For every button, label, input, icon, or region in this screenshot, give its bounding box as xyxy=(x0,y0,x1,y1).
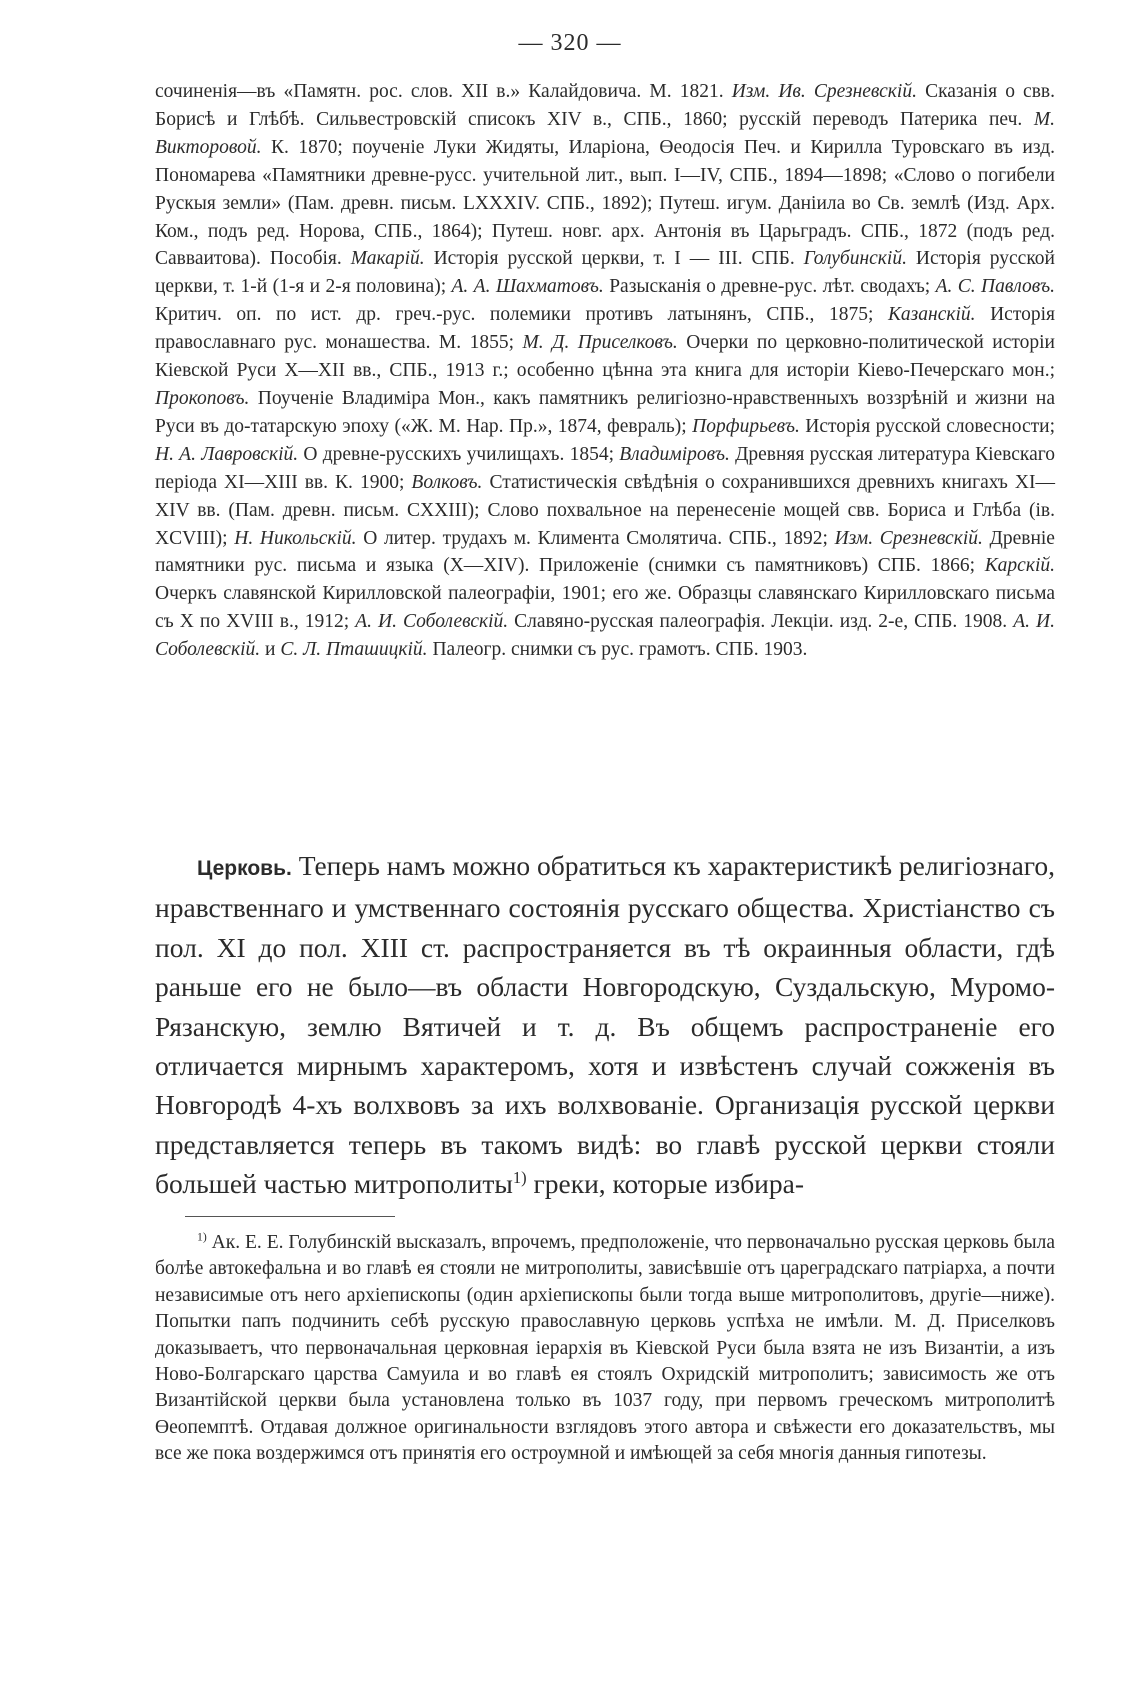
bibliography-paragraph xyxy=(155,78,1055,664)
bibliography-text: Сказанія о свв. Борисѣ и Глѣбѣ. Сильвестровскій списокъ XIV в., СПБ., 1860; русскій переводъ Патерика печ. xyxy=(155,81,1055,130)
footnote-marker: 1) xyxy=(197,1230,207,1244)
bibliography-author: Волковъ. xyxy=(411,471,483,493)
bibliography-author: М. Д. Приселковъ. xyxy=(522,332,678,354)
bibliography-text: Разысканія о древне-рус. лѣт. сводахъ; xyxy=(603,276,936,298)
bibliography-author: А. С. Павловъ. xyxy=(935,276,1056,298)
bibliography-text: Исторія русской церкви, т. 1-й (1-я и 2-я половина); xyxy=(155,248,1055,298)
bibliography-text: Критич. оп. по ист. др. греч.-рус. полемики противъ латынянъ, СПБ., 1875; xyxy=(155,304,888,326)
main-text-continuation: греки, которые избира- xyxy=(526,1168,805,1200)
bibliography-text: Исторія русской церкви, т. I — III. СПБ. xyxy=(424,248,804,270)
bibliography-author: Н. Никольскій. xyxy=(234,527,357,549)
bibliography-text: Статистическія свѣдѣнія о сохранившихся древнихъ книгахъ XI—XIV вв. (Пам. древн. письм. CXXIII); Слово похвальное на перенесеніе мощей свв. Бориса и Глѣба (ів. XCVIII); xyxy=(155,471,1055,549)
bibliography-author: А. И. Соболевскій. xyxy=(155,611,1055,661)
bibliography-text: К. 1870; поученіе Луки Жидяты, Иларіона, Өеодосія Печ. и Кирилла Туровскаго въ изд. Пономарева «Памятники древне-русс. учительной лит., вып. I—IV, СПБ., 1894—1898; «Слово о погибели Рускыя земли» (Пам. древн. письм. LXXXIV. СПБ., 1892); Путеш. игум. Даніила во Св. землѣ (Изд. Арх. Ком., подъ ред. Норова, СПБ., 1864); Путеш. новг. арх. Антонія въ Царьградъ. СПБ., 1872 (подъ ред. Савваитова). Пособія. xyxy=(155,136,1055,270)
bibliography-author: Карскій. xyxy=(984,555,1055,577)
bibliography-author: Прокоповъ. xyxy=(155,387,250,409)
bibliography-text: Славяно-русская палеографія. Лекціи. изд. 2-е, СПБ. 1908. xyxy=(508,611,1014,633)
bibliography-author: Владиміровъ. xyxy=(619,443,730,465)
bibliography-text: О древне-русскихъ училищахъ. 1854; xyxy=(298,443,620,465)
footnote-paragraph xyxy=(155,1230,1055,1468)
bibliography-author: Изм. Ив. Срезневскій. xyxy=(731,81,917,102)
bibliography-text: Палеогр. снимки съ рус. грамотъ. СПБ. 1903. xyxy=(427,639,808,661)
bibliography-text: и xyxy=(260,639,281,661)
bibliography-author: Макарій. xyxy=(350,248,425,270)
bibliography-author: А. А. Шахматовъ. xyxy=(451,276,604,298)
bibliography-text: Древняя русская литература Кіевскаго періода XI—XIII вв. К. 1900; xyxy=(155,443,1055,493)
bibliography-text: Исторія русской словесности; xyxy=(799,415,1055,437)
bibliography-text: Исторія православнаго рус. монашества. М. 1855; xyxy=(155,304,1055,354)
main-text-body: Теперь намъ можно обратиться къ характеристикѣ религіознаго, нравственнаго и умственнаго состоянія русскаго общества. Христіанство съ пол. XI до пол. XIII ст. распространяется въ тѣ окраинныя области, гдѣ раньше его не было—въ области Новгородскую, Суздальскую, Муромо-Рязанскую, землю Вятичей и т. д. Въ общемъ распространеніе его отличается мирнымъ характеромъ, хотя и извѣстенъ случай сожженія въ Новгородѣ 4-хъ волхвовъ за ихъ волхвованіе. Организація русской церкви представляется теперь въ такомъ видѣ: во главѣ русской церкви стояли большей частью митрополиты xyxy=(155,850,1055,1200)
footnote-reference: 1) xyxy=(512,1168,527,1188)
bibliography-text: сочиненія—въ «Памятн. рос. слов. XII в.» Калайдовича. М. 1821. xyxy=(155,81,732,102)
bibliography-author: Изм. Срезневскій. xyxy=(834,527,983,549)
bibliography-text: Очеркъ славянской Кирилловской палеографіи, 1901; его же. Образцы славянскаго Кирилловскаго письма съ X по XVIII в., 1912; xyxy=(155,583,1055,633)
footnote-divider xyxy=(185,1216,395,1217)
bibliography-text: Древніе памятники рус. письма и языка (X—XIV). Приложеніе (снимки съ памятниковъ) СПБ. 1866; xyxy=(155,527,1055,577)
footnote-text: Ак. Е. Е. Голубинскій высказалъ, впрочемъ, предположеніе, что первоначально русская церковь была болѣе автокефальна и во главѣ ея стояли не митрополиты, зависѣвшіе отъ цареградскаго патріарха, а почти независимые отъ него архіепископы (один архіепископы были тогда выше митрополитовъ, другіе—ниже). Попытки папъ подчинить себѣ русскую православную церковь успѣха не имѣли. М. Д. Приселковъ доказываетъ, что первоначальная церковная іерархія въ Кіевской Руси была взята не изъ Византіи, а изъ Ново-Болгарскаго царства Самуила и во главѣ ея стоялъ Охридскій митрополитъ; зависимость же отъ Византійской церкви была установлена только въ 1037 году, при первомъ греческомъ митрополитѣ Өеопемптѣ. Отдавая должное оригинальности взглядовъ этого автора и свѣжести его доказательствъ, мы все же пока воздержимся отъ принятія его остроумной и имѣющей за себя многія данныя гипотезы. xyxy=(155,1232,1055,1465)
bibliography-text: О литер. трудахъ м. Климента Смолятича. СПБ., 1892; xyxy=(356,527,835,549)
bibliography-author: Порфирьевъ. xyxy=(692,415,800,437)
page-number: — 320 — xyxy=(518,30,622,56)
bibliography-author: Н. А. Лавровскій. xyxy=(155,443,299,465)
bibliography-text: Поученіе Владиміра Мон., какъ памятникъ религіозно-нравственныхъ воззрѣній и жизни на Руси въ до-татарскую эпоху («Ж. М. Нар. Пр.», 1874, февраль); xyxy=(155,387,1055,437)
main-text-paragraph xyxy=(155,846,1055,1204)
bibliography-author: С. Л. Пташицкій. xyxy=(280,639,428,661)
bibliography-author: М. Викторовой. xyxy=(155,108,1055,158)
bibliography-author: А. И. Соболевскій. xyxy=(355,611,509,633)
section-heading: Церковь. xyxy=(197,857,292,880)
bibliography-author: Казанскій. xyxy=(887,304,976,326)
bibliography-author: Голубинскій. xyxy=(803,248,907,270)
bibliography-text: Очерки по церковно-политической исторіи Кіевской Руси X—XII вв., СПБ., 1913 г.; особенно цѣнна эта книга для исторіи Кіево-Печерскаго мон.; xyxy=(155,332,1055,382)
